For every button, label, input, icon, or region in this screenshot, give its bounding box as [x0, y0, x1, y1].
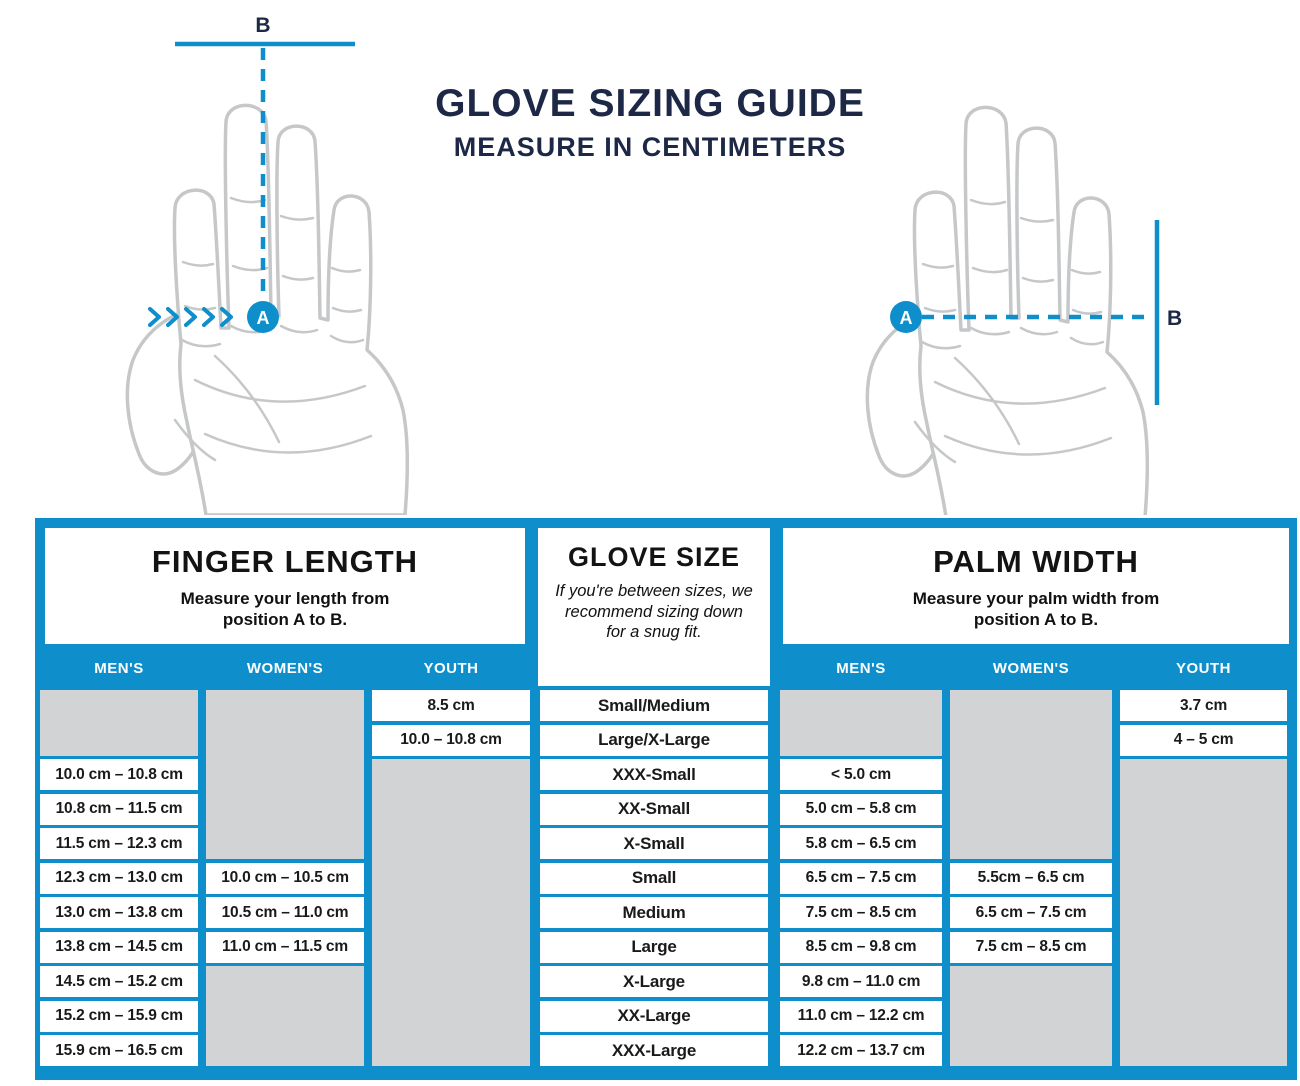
table-column-finger-mens	[40, 690, 198, 1070]
table-cell-empty	[206, 690, 364, 859]
table-cell: 9.8 cm – 11.0 cm	[780, 966, 942, 997]
column-header-palm-youth: YOUTH	[1176, 659, 1231, 677]
table-cell-empty	[780, 690, 942, 756]
title-line-2: MEASURE IN CENTIMETERS	[453, 131, 847, 162]
column-header-finger-womens: WOMEN'S	[246, 659, 324, 677]
finger-length-title: FINGER LENGTH	[151, 544, 419, 579]
table-cell: 10.8 cm – 11.5 cm	[40, 794, 198, 825]
table-cell-empty	[1120, 759, 1287, 1066]
palm-width-hand-figure	[805, 0, 1215, 515]
table-cell: Large/X-Large	[540, 725, 768, 756]
table-cell: Medium	[540, 897, 768, 928]
table-column-palm-mens	[780, 690, 942, 1070]
table-cell: 8.5 cm – 9.8 cm	[780, 932, 942, 963]
table-cell: X-Large	[540, 966, 768, 997]
table-cell: 12.2 cm – 13.7 cm	[780, 1035, 942, 1066]
finger-length-subtitle: Measure your length from position A to B.	[180, 589, 390, 630]
table-cell: 10.0 – 10.8 cm	[372, 725, 530, 756]
table-cell-empty	[372, 759, 530, 1066]
table-cell: 15.9 cm – 16.5 cm	[40, 1035, 198, 1066]
table-cell: 10.0 cm – 10.8 cm	[40, 759, 198, 790]
table-cell-empty	[950, 690, 1112, 859]
column-header-palm-womens: WOMEN'S	[992, 659, 1070, 677]
table-cell: XXX-Small	[540, 759, 768, 790]
table-cell: < 5.0 cm	[780, 759, 942, 790]
table-cell-empty	[950, 966, 1112, 1066]
table-cell: 11.5 cm – 12.3 cm	[40, 828, 198, 859]
table-cell: 5.5cm – 6.5 cm	[950, 863, 1112, 894]
finger-length-hand-figure	[55, 0, 465, 515]
table-cell: XX-Small	[540, 794, 768, 825]
table-cell: 6.5 cm – 7.5 cm	[950, 897, 1112, 928]
table-cell-empty	[206, 966, 364, 1066]
table-cell: 5.8 cm – 6.5 cm	[780, 828, 942, 859]
table-column-finger-womens	[206, 690, 364, 1070]
column-header-finger-youth: YOUTH	[423, 659, 479, 677]
table-cell: X-Small	[540, 828, 768, 859]
palm-width-header	[783, 528, 1289, 644]
table-column-palm-womens	[950, 690, 1112, 1070]
glove-size-subtitle: If you're between sizes, we recommend sizing down for a snug fit.	[555, 582, 753, 642]
table-cell: 13.0 cm – 13.8 cm	[40, 897, 198, 928]
point-b-label: B	[1167, 307, 1183, 330]
table-cell: XX-Large	[540, 1001, 768, 1032]
table-cell-empty	[40, 690, 198, 756]
table-cell: 6.5 cm – 7.5 cm	[780, 863, 942, 894]
table-cell: Small/Medium	[540, 690, 768, 721]
glove-size-header	[538, 528, 770, 686]
page-title	[340, 84, 960, 163]
sizing-table	[35, 518, 1297, 1080]
table-cell: 10.5 cm – 11.0 cm	[206, 897, 364, 928]
point-a-label: A	[899, 308, 913, 328]
finger-length-header	[45, 528, 525, 644]
table-cell: 7.5 cm – 8.5 cm	[950, 932, 1112, 963]
table-cell: 5.0 cm – 5.8 cm	[780, 794, 942, 825]
table-cell: 15.2 cm – 15.9 cm	[40, 1001, 198, 1032]
palm-width-subtitle: Measure your palm width from position A to B.	[912, 589, 1160, 630]
palm-width-title: PALM WIDTH	[933, 544, 1139, 579]
table-cell: 13.8 cm – 14.5 cm	[40, 932, 198, 963]
table-cell: Small	[540, 863, 768, 894]
title-line-1: GLOVE SIZING GUIDE	[435, 82, 865, 125]
table-cell: 11.0 cm – 12.2 cm	[780, 1001, 942, 1032]
table-cell: 10.0 cm – 10.5 cm	[206, 863, 364, 894]
table-column-palm-youth	[1120, 690, 1287, 1070]
table-cell: Large	[540, 932, 768, 963]
column-header-palm-mens: MEN'S	[836, 659, 886, 677]
table-cell: 7.5 cm – 8.5 cm	[780, 897, 942, 928]
point-a-label: A	[256, 308, 270, 328]
table-cell: 8.5 cm	[372, 690, 530, 721]
column-header-finger-mens: MEN'S	[94, 659, 144, 677]
table-column-size	[540, 690, 768, 1070]
table-cell: XXX-Large	[540, 1035, 768, 1066]
table-cell: 12.3 cm – 13.0 cm	[40, 863, 198, 894]
table-cell: 11.0 cm – 11.5 cm	[206, 932, 364, 963]
table-cell: 3.7 cm	[1120, 690, 1287, 721]
table-cell: 4 – 5 cm	[1120, 725, 1287, 756]
table-cell: 14.5 cm – 15.2 cm	[40, 966, 198, 997]
glove-size-title: GLOVE SIZE	[567, 542, 741, 572]
point-b-label: B	[255, 14, 271, 37]
table-column-finger-youth	[372, 690, 530, 1070]
